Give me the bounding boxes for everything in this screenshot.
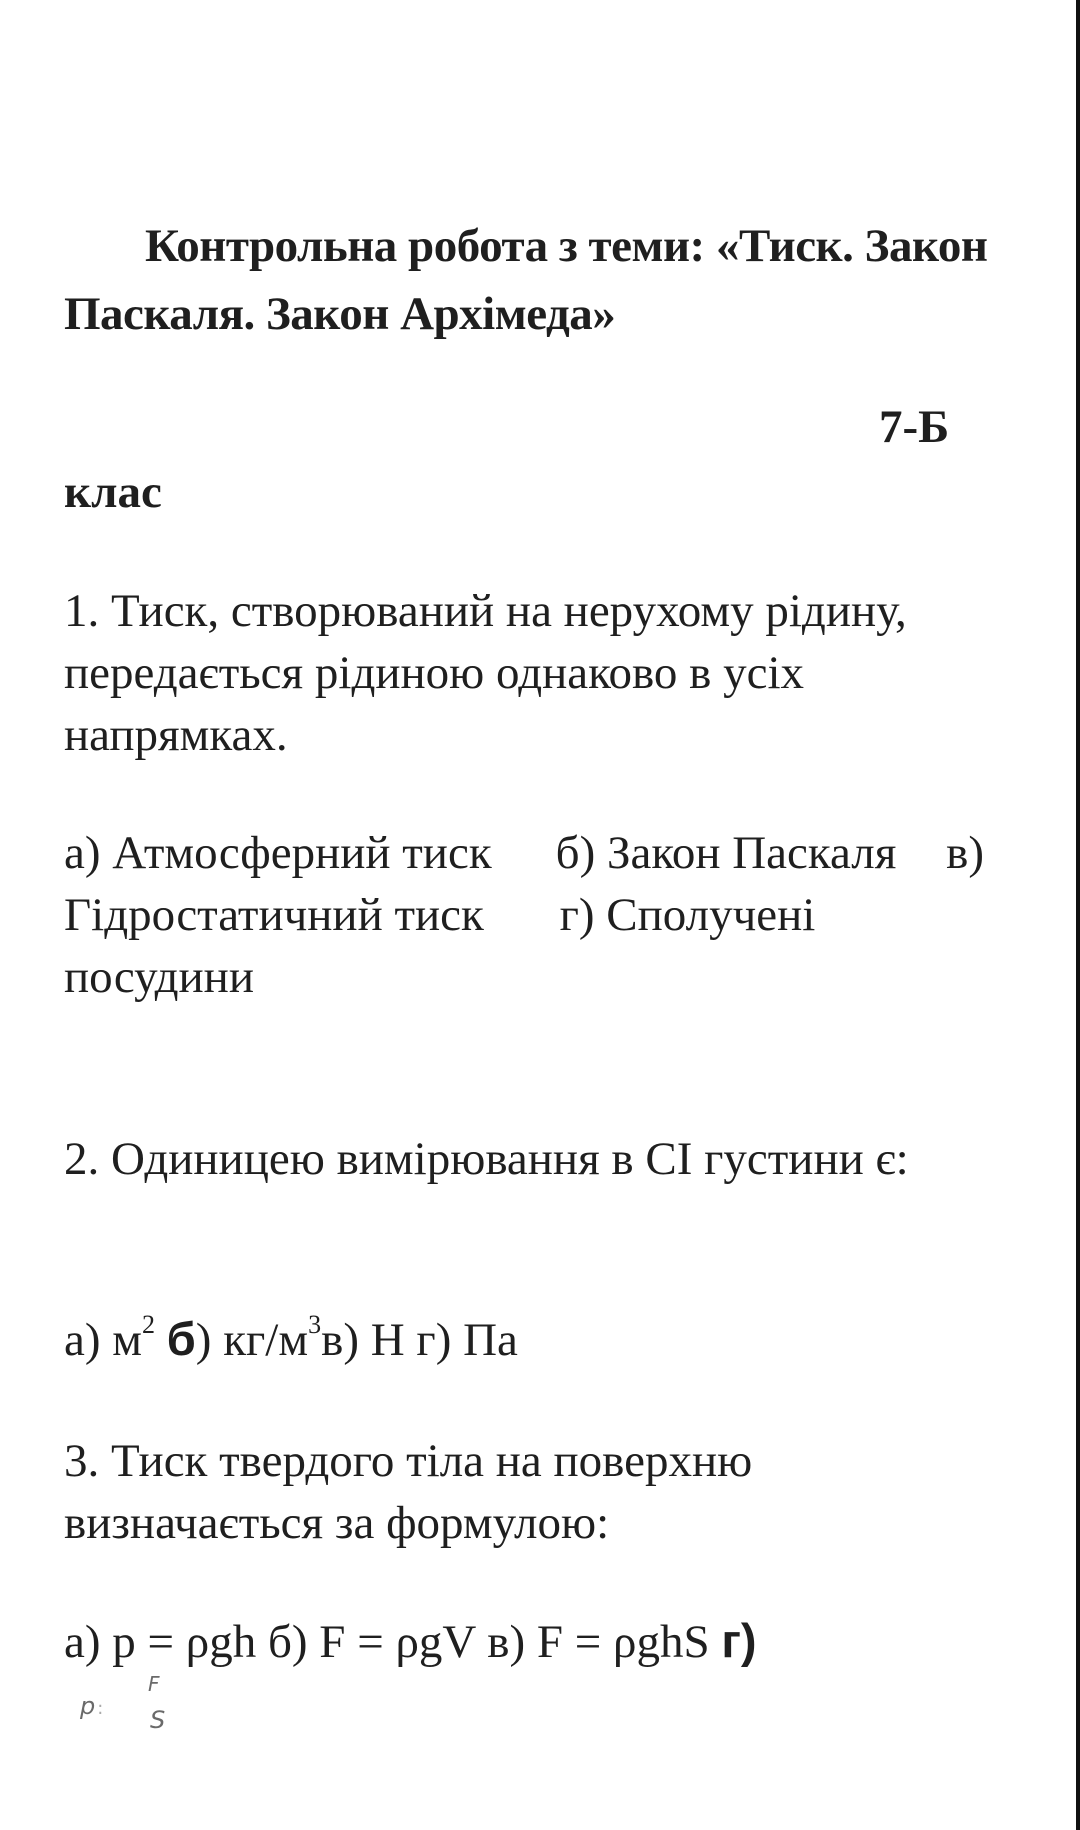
question-1-options <box>64 822 1004 1008</box>
right-border-line <box>1076 0 1080 1830</box>
question-2-text: 2. Одиницею вимірювання в СІ густини є: <box>64 1133 909 1185</box>
exponent-3: 3 <box>308 1310 322 1339</box>
question-1-option-c: в) Гідростатичний тиск <box>64 827 984 941</box>
document-title: Контрольна робота з теми: «Тиск. Закон Паскаля. Закон Архімеда» <box>64 220 988 340</box>
question-3-option-d-label: г) <box>721 1614 757 1667</box>
question-3-option-b: б) F = ρgV <box>267 1616 476 1668</box>
question-2-option-d: г) Па <box>416 1314 518 1366</box>
question-1-option-a: а) Атмосферний тиск <box>64 827 492 879</box>
formula-denominator: S <box>150 1706 166 1734</box>
question-1-text: 1. Тиск, створюваний на нерухому рідину, передається рідиною однаково в усіх напрямках. <box>64 585 907 761</box>
answer-b-marker: б <box>166 1312 196 1365</box>
question-3-options <box>64 1610 1004 1673</box>
question-2-options <box>64 1308 1004 1371</box>
question-3-option-a: а) p = ρgh <box>64 1616 257 1668</box>
question-2-option-a: а) $м^2$ <box>64 1310 156 1366</box>
pressure-formula-image <box>80 1672 200 1742</box>
exponent-2: 2 <box>142 1310 156 1339</box>
question-1-option-b: б) Закон Паскаля <box>555 827 897 879</box>
question-3-option-c: в) F = ρghS <box>487 1616 710 1668</box>
question-3-text: 3. Тиск твердого тіла на поверхню визначається за формулою: <box>64 1435 753 1549</box>
question-2-option-b: б) $кг/м^3$ <box>166 1310 322 1366</box>
question-1-option-d: г) Сполучені посудини <box>64 889 816 1003</box>
class-number: 7-Б <box>879 401 950 453</box>
formula-numerator: F <box>148 1672 160 1696</box>
formula-lhs: p : <box>80 1692 103 1720</box>
class-label: клас <box>64 466 162 518</box>
question-2-option-c: в) Н <box>321 1314 405 1366</box>
